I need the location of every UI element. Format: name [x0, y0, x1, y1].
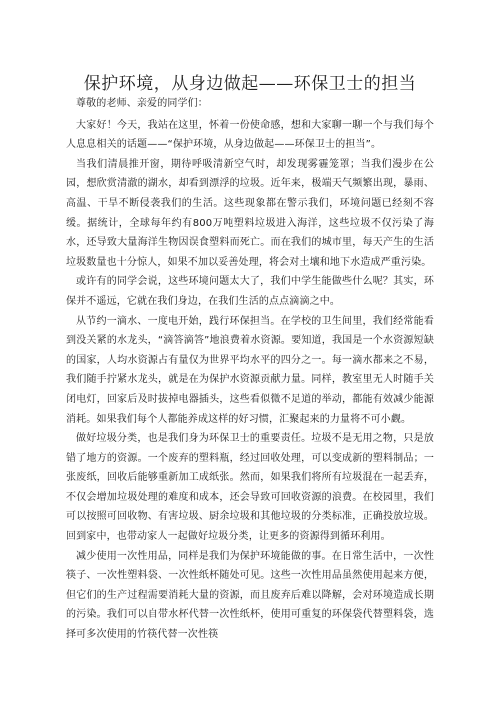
paragraph-greeting: 大家好！今天，我站在这里，怀着一份使命感，想和大家聊一聊一个与我们每个人息息相关的话题——“保护环境，从身边做起——环保卫士的担当”。	[66, 119, 434, 151]
paragraph-what-can-we-do: 或许有的同学会说，这些环境问题太大了，我们中学生能做些什么呢？其实，环保并不遥远，它就在我们身边，在我们生活的点点滴滴之中。	[66, 276, 434, 307]
paragraph-reduce-disposables: 减少使用一次性用品，同样是我们为保护环境能做的事。在日常生活中，一次性筷子、一次性塑料袋、一次性纸杯随处可见。这些一次性用品虽然使用起来方便，但它们的生产过程需要消耗大量的资源，而且废弃后难以降解，会对环境造成长期的污染。我们可以自带水杯代替一次性纸杯，使用可重复的环保袋代替塑料袋，选择可多次使用的竹筷代替一次性筷	[66, 550, 434, 641]
paragraph-salutation: 尊敬的老师、亲爱的同学们：	[76, 98, 208, 109]
document-title: 保护环境，从身边做起——环保卫士的担当	[83, 74, 417, 95]
paragraph-environment-problems: 当我们清晨推开窗，期待呼吸清新空气时，却发现雾霾笼罩；当我们漫步在公园，想欣赏清澈的湖水，却看到漂浮的垃圾。近年来，极端天气频繁出现，暴雨、高温、干旱不断侵袭我们的生活。这些现象都在警示我们，环境问题已经刻不容缓。据统计，全球每年约有800万吨塑料垃圾进入海洋，这些垃圾不仅污染了海水，还导致大量海洋生物因误食塑料而死亡。而在我们的城市里，每天产生的生活垃圾数量也十分惊人，如果不加以妥善处理，将会对土壤和地下水造成严重污染。	[66, 158, 434, 268]
paragraph-save-water-electricity: 从节约一滴水、一度电开始，践行环保担当。在学校的卫生间里，我们经常能看到没关紧的水龙头，“滴答滴答”地浪费着水资源。要知道，我国是一个水资源短缺的国家，人均水资源占有量仅为世界平均水平的四分之一。每一滴水都来之不易，我们随手拧紧水龙头，就是在为保护水资源贡献力量。同样，教室里无人时随手关闭电灯，回家后及时拔掉电器插头，这些看似微不足道的举动，都能有效减少能源消耗。如果我们每个人都能养成这样的好习惯，汇聚起来的力量将不可小觑。	[66, 315, 434, 425]
paragraph-garbage-sorting: 做好垃圾分类，也是我们身为环保卫士的重要责任。垃圾不是无用之物，只是放错了地方的资源。一个废弃的塑料瓶，经过回收处理，可以变成新的塑料制品；一张废纸，回收后能够重新加工成纸张。然而，如果我们将所有垃圾混在一起丢弃，不仅会增加垃圾处理的难度和成本，还会导致可回收资源的浪费。在校园里，我们可以按照可回收物、有害垃圾、厨余垃圾和其他垃圾的分类标准，正确投放垃圾。回到家中，也带动家人一起做好垃圾分类，让更多的资源得到循环利用。	[66, 433, 434, 543]
document-body	[66, 94, 434, 645]
